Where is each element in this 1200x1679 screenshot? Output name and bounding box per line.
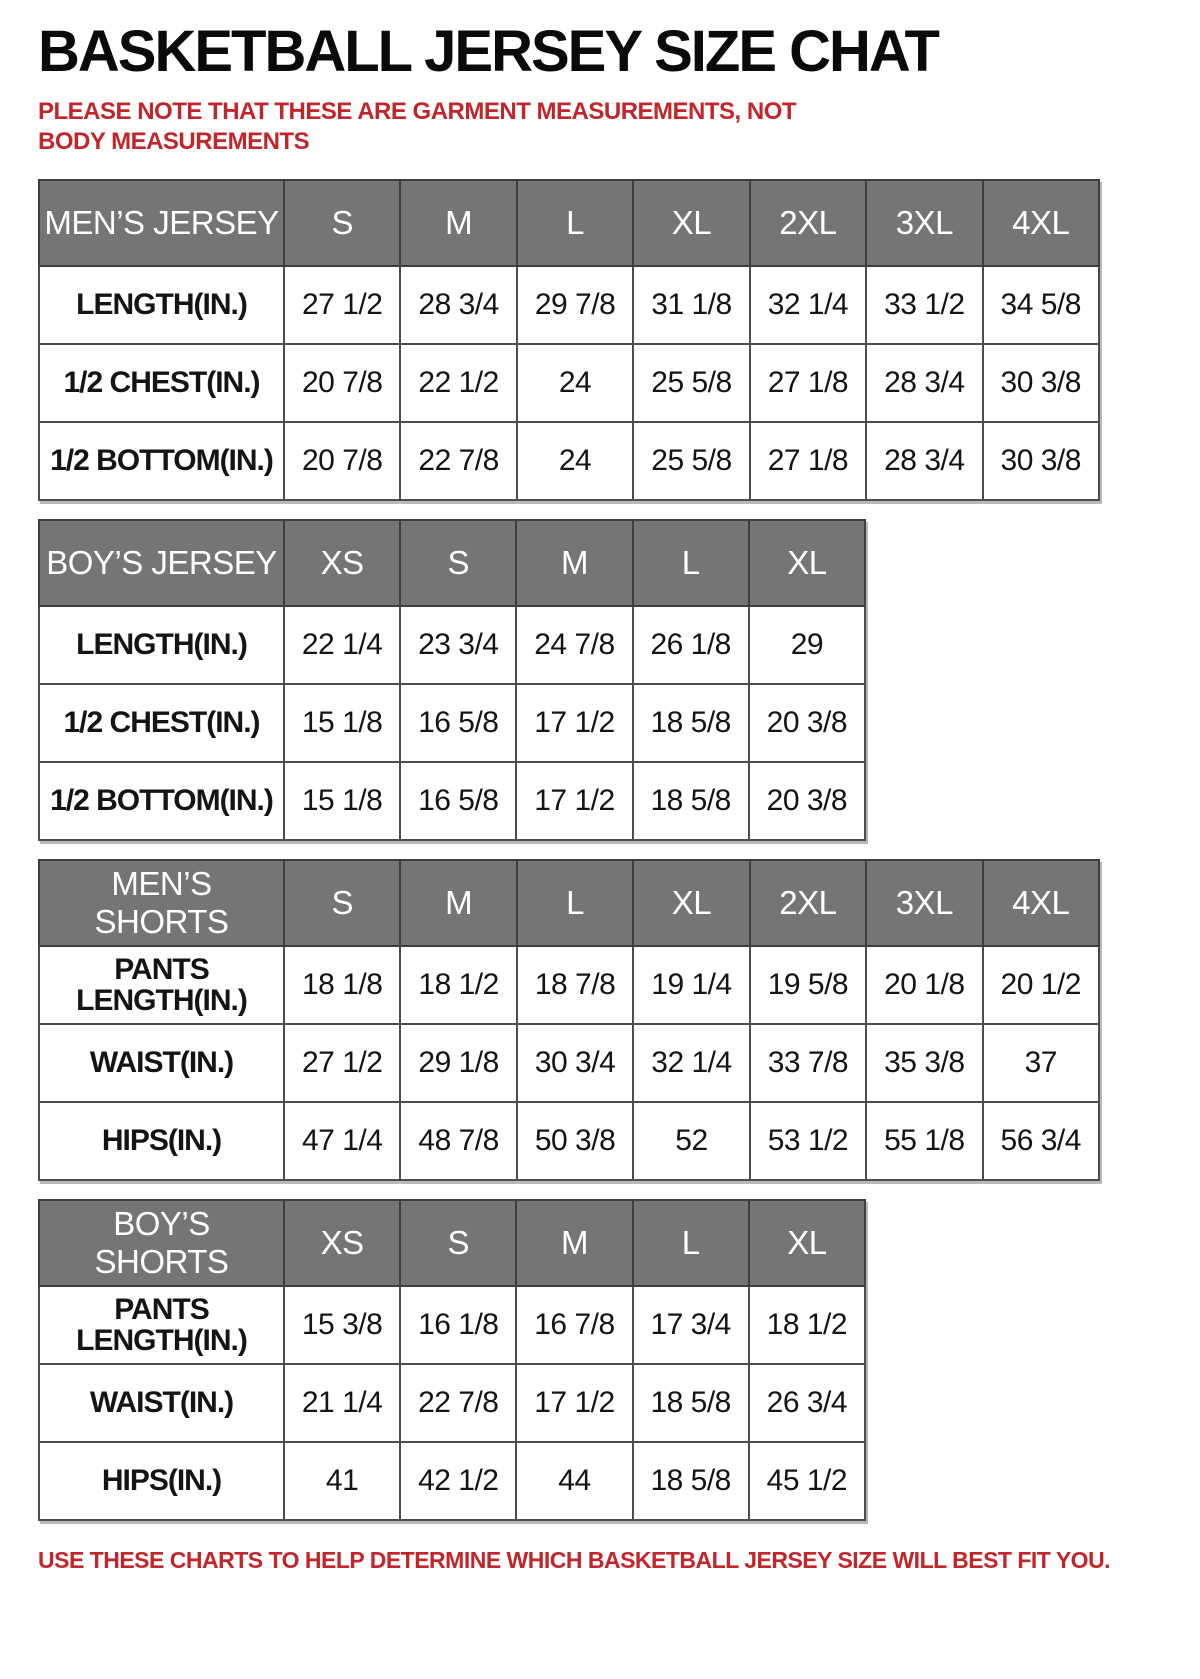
size-table-men-s-shorts	[38, 859, 1100, 1181]
row-label: 1/2 CHEST(IN.)	[39, 344, 284, 422]
size-column-header: 2XL	[750, 860, 866, 946]
size-column-header: S	[400, 1200, 516, 1286]
size-value-cell: 18 5/8	[633, 684, 749, 762]
size-value-cell: 17 1/2	[516, 684, 632, 762]
size-value-cell: 35 3/8	[866, 1024, 982, 1102]
size-value-cell: 28 3/4	[866, 422, 982, 500]
size-table-boy-s-shorts	[38, 1199, 866, 1521]
size-value-cell: 24 7/8	[516, 606, 632, 684]
row-label: WAIST(IN.)	[39, 1364, 284, 1442]
row-label: WAIST(IN.)	[39, 1024, 284, 1102]
row-label: PANTS LENGTH(IN.)	[39, 1286, 284, 1364]
size-value-cell: 32 1/4	[633, 1024, 749, 1102]
table-title-cell: MEN’S JERSEY	[39, 180, 284, 266]
size-value-cell: 18 1/8	[284, 946, 400, 1024]
size-value-cell: 20 7/8	[284, 422, 400, 500]
size-value-cell: 27 1/2	[284, 266, 400, 344]
table-title-cell: MEN’S SHORTS	[39, 860, 284, 946]
size-value-cell: 44	[516, 1442, 632, 1520]
size-value-cell: 22 7/8	[400, 1364, 516, 1442]
row-label: LENGTH(IN.)	[39, 606, 284, 684]
row-label: 1/2 BOTTOM(IN.)	[39, 422, 284, 500]
size-table-men-s-jersey	[38, 179, 1100, 501]
size-value-cell: 50 3/8	[517, 1102, 633, 1180]
size-value-cell: 30 3/8	[983, 344, 1099, 422]
size-value-cell: 18 5/8	[633, 1364, 749, 1442]
size-value-cell: 30 3/4	[517, 1024, 633, 1102]
size-column-header: M	[400, 860, 516, 946]
size-value-cell: 52	[633, 1102, 749, 1180]
size-value-cell: 20 3/8	[749, 762, 865, 840]
table-row	[39, 762, 865, 840]
header-row	[39, 180, 1099, 266]
size-value-cell: 41	[284, 1442, 400, 1520]
table-row	[39, 1364, 865, 1442]
size-column-header: XL	[633, 180, 749, 266]
size-value-cell: 18 1/2	[749, 1286, 865, 1364]
table-row	[39, 946, 1099, 1024]
row-label: LENGTH(IN.)	[39, 266, 284, 344]
size-value-cell: 42 1/2	[400, 1442, 516, 1520]
size-value-cell: 22 1/4	[284, 606, 400, 684]
size-value-cell: 15 3/8	[284, 1286, 400, 1364]
size-column-header: M	[516, 520, 632, 606]
size-column-header: L	[633, 520, 749, 606]
size-value-cell: 33 7/8	[750, 1024, 866, 1102]
size-column-header: 4XL	[983, 860, 1099, 946]
size-column-header: S	[284, 180, 400, 266]
size-value-cell: 29	[749, 606, 865, 684]
table-row	[39, 1024, 1099, 1102]
size-value-cell: 20 1/2	[983, 946, 1099, 1024]
row-label: HIPS(IN.)	[39, 1442, 284, 1520]
size-column-header: XS	[284, 1200, 400, 1286]
row-label: 1/2 CHEST(IN.)	[39, 684, 284, 762]
size-value-cell: 20 1/8	[866, 946, 982, 1024]
size-value-cell: 27 1/2	[284, 1024, 400, 1102]
size-value-cell: 16 5/8	[400, 684, 516, 762]
size-column-header: M	[516, 1200, 632, 1286]
table-row	[39, 266, 1099, 344]
size-value-cell: 47 1/4	[284, 1102, 400, 1180]
row-label: PANTS LENGTH(IN.)	[39, 946, 284, 1024]
size-value-cell: 56 3/4	[983, 1102, 1099, 1180]
size-value-cell: 18 5/8	[633, 762, 749, 840]
size-column-header: XL	[749, 520, 865, 606]
size-value-cell: 20 3/8	[749, 684, 865, 762]
size-value-cell: 22 1/2	[400, 344, 516, 422]
size-value-cell: 53 1/2	[750, 1102, 866, 1180]
size-value-cell: 18 7/8	[517, 946, 633, 1024]
size-value-cell: 16 7/8	[516, 1286, 632, 1364]
size-value-cell: 22 7/8	[400, 422, 516, 500]
size-value-cell: 34 5/8	[983, 266, 1099, 344]
table-row	[39, 606, 865, 684]
size-value-cell: 26 1/8	[633, 606, 749, 684]
garment-measurement-note: PLEASE NOTE THAT THESE ARE GARMENT MEASUREMENTS, NOT BODY MEASUREMENTS	[38, 98, 797, 155]
size-column-header: 2XL	[750, 180, 866, 266]
size-value-cell: 17 1/2	[516, 762, 632, 840]
size-tables-container	[38, 179, 1164, 1521]
size-value-cell: 25 5/8	[633, 344, 749, 422]
table-row	[39, 1102, 1099, 1180]
header-row	[39, 1200, 865, 1286]
size-value-cell: 18 1/2	[400, 946, 516, 1024]
table-title-cell: BOY’S JERSEY	[39, 520, 284, 606]
size-table-boy-s-jersey	[38, 519, 866, 841]
table-row	[39, 344, 1099, 422]
size-column-header: XL	[633, 860, 749, 946]
size-value-cell: 16 1/8	[400, 1286, 516, 1364]
size-value-cell: 20 7/8	[284, 344, 400, 422]
size-value-cell: 33 1/2	[866, 266, 982, 344]
size-value-cell: 37	[983, 1024, 1099, 1102]
size-column-header: L	[517, 860, 633, 946]
size-column-header: M	[400, 180, 516, 266]
size-value-cell: 24	[517, 422, 633, 500]
row-label: 1/2 BOTTOM(IN.)	[39, 762, 284, 840]
size-value-cell: 17 1/2	[516, 1364, 632, 1442]
size-value-cell: 19 1/4	[633, 946, 749, 1024]
size-value-cell: 32 1/4	[750, 266, 866, 344]
size-value-cell: 30 3/8	[983, 422, 1099, 500]
size-column-header: L	[517, 180, 633, 266]
size-column-header: S	[284, 860, 400, 946]
table-row	[39, 422, 1099, 500]
table-row	[39, 1286, 865, 1364]
size-value-cell: 21 1/4	[284, 1364, 400, 1442]
page-title: BASKETBALL JERSEY SIZE CHAT	[38, 19, 938, 84]
size-value-cell: 26 3/4	[749, 1364, 865, 1442]
size-value-cell: 19 5/8	[750, 946, 866, 1024]
size-value-cell: 17 3/4	[633, 1286, 749, 1364]
size-value-cell: 24	[517, 344, 633, 422]
header-row	[39, 520, 865, 606]
size-column-header: 3XL	[866, 860, 982, 946]
size-value-cell: 15 1/8	[284, 684, 400, 762]
footer-note: USE THESE CHARTS TO HELP DETERMINE WHICH BASKETBALL JERSEY SIZE WILL BEST FIT YOU.	[38, 1547, 1111, 1573]
size-value-cell: 29 7/8	[517, 266, 633, 344]
size-column-header: 3XL	[866, 180, 982, 266]
size-value-cell: 18 5/8	[633, 1442, 749, 1520]
size-value-cell: 27 1/8	[750, 344, 866, 422]
size-value-cell: 55 1/8	[866, 1102, 982, 1180]
size-value-cell: 28 3/4	[866, 344, 982, 422]
size-column-header: L	[633, 1200, 749, 1286]
size-value-cell: 23 3/4	[400, 606, 516, 684]
size-value-cell: 15 1/8	[284, 762, 400, 840]
table-row	[39, 1442, 865, 1520]
size-column-header: XL	[749, 1200, 865, 1286]
size-value-cell: 27 1/8	[750, 422, 866, 500]
table-row	[39, 684, 865, 762]
size-value-cell: 28 3/4	[400, 266, 516, 344]
size-column-header: XS	[284, 520, 400, 606]
size-value-cell: 29 1/8	[400, 1024, 516, 1102]
size-column-header: S	[400, 520, 516, 606]
size-value-cell: 16 5/8	[400, 762, 516, 840]
table-title-cell: BOY’S SHORTS	[39, 1200, 284, 1286]
size-value-cell: 31 1/8	[633, 266, 749, 344]
row-label: HIPS(IN.)	[39, 1102, 284, 1180]
size-value-cell: 25 5/8	[633, 422, 749, 500]
size-column-header: 4XL	[983, 180, 1099, 266]
size-value-cell: 48 7/8	[400, 1102, 516, 1180]
header-row	[39, 860, 1099, 946]
size-value-cell: 45 1/2	[749, 1442, 865, 1520]
